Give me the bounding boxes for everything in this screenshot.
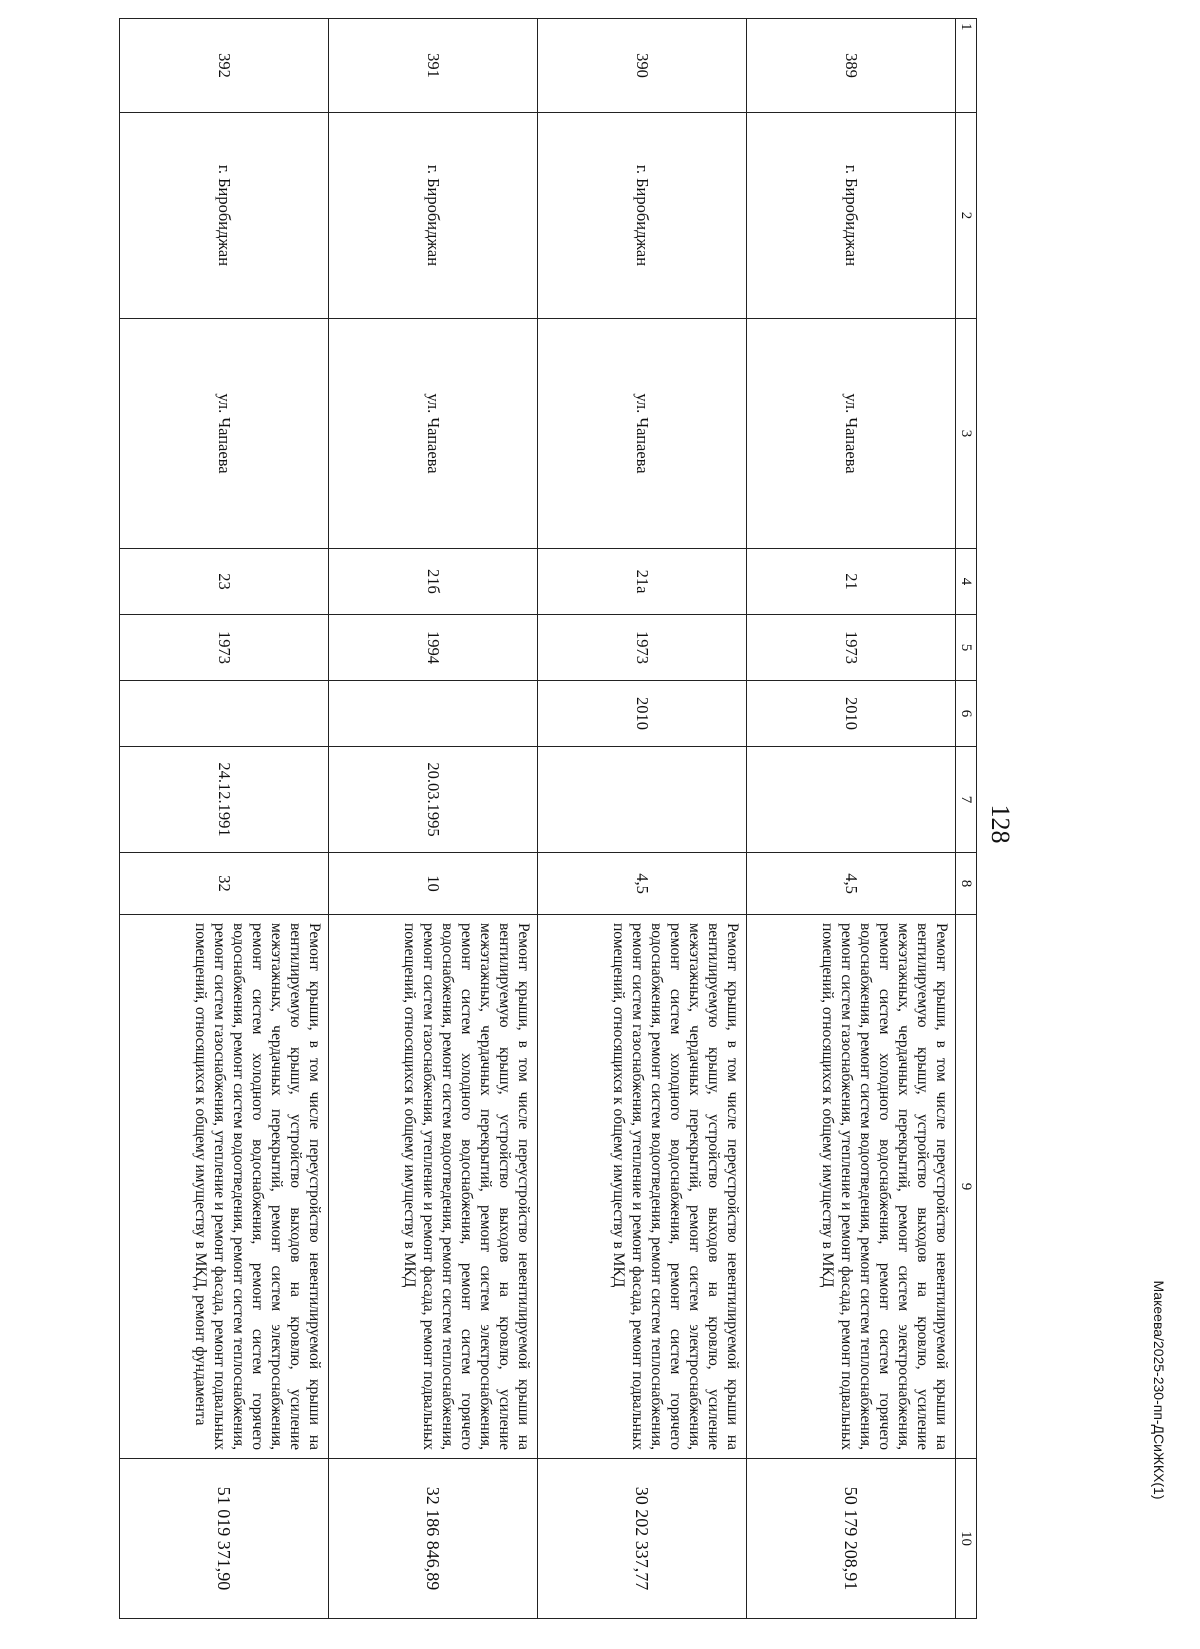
column-header-5: 5 (956, 615, 977, 681)
page-number: 128 (986, 804, 1015, 844)
works-description-cell: Ремонт крыши, в том числе переустройство невентилируемой крыши на вентилируемую крышу, устройство выходов на кровлю, усиление межэтажных, чердачных перекрытий, ремонт систем электроснабжения, ремонт систем холодного водоснабжения, ремонт систем горячего водоснабжения, ремонт систем водоотведения, ремонт систем теплоснабжения, ремонт систем газоснабжения, утепление и ремонт фасада, ремонт подвальных помещений, относящихся к общему имуществу в МКД (747, 915, 956, 1459)
value-cell: 4,5 (747, 853, 956, 915)
last-overhaul-year-cell (329, 681, 538, 747)
row-number-cell: 389 (747, 19, 956, 113)
column-header-7: 7 (956, 747, 977, 853)
house-number-cell: 23 (120, 549, 329, 615)
row-number-cell: 392 (120, 19, 329, 113)
year-built-cell: 1973 (120, 615, 329, 681)
street-cell: ул. Чапаева (538, 319, 747, 549)
city-cell: г. Биробиджан (120, 113, 329, 319)
row-number-cell: 391 (329, 19, 538, 113)
column-header-4: 4 (956, 549, 977, 615)
column-header-10: 10 (956, 1459, 977, 1619)
cost-cell: 32 186 846,89 (329, 1459, 538, 1619)
value-cell: 4,5 (538, 853, 747, 915)
rotated-page-content (120, 18, 977, 1618)
year-built-cell: 1994 (329, 615, 538, 681)
city-cell: г. Биробиджан (747, 113, 956, 319)
street-cell: ул. Чапаева (747, 319, 956, 549)
last-overhaul-year-cell: 2010 (747, 681, 956, 747)
column-header-3: 3 (956, 319, 977, 549)
last-overhaul-year-cell: 2010 (538, 681, 747, 747)
house-number-cell: 21 (747, 549, 956, 615)
date-cell (538, 747, 747, 853)
date-cell: 24.12.1991 (120, 747, 329, 853)
row-number-cell: 390 (538, 19, 747, 113)
cost-cell: 50 179 208,91 (747, 1459, 956, 1619)
column-number-header-row (956, 19, 977, 1619)
column-header-8: 8 (956, 853, 977, 915)
city-cell: г. Биробиджан (329, 113, 538, 319)
cost-cell: 30 202 337,77 (538, 1459, 747, 1619)
column-header-2: 2 (956, 113, 977, 319)
works-description-cell: Ремонт крыши, в том числе переустройство невентилируемой крыши на вентилируемую крышу, устройство выходов на кровлю, усиление межэтажных, чердачных перекрытий, ремонт систем электроснабжения, ремонт систем холодного водоснабжения, ремонт систем горячего водоснабжения, ремонт систем водоотведения, ремонт систем теплоснабжения, ремонт систем газоснабжения, утепление и ремонт фасада, ремонт подвальных помещений, относящихся к общему имуществу в МКД (329, 915, 538, 1459)
works-description-cell: Ремонт крыши, в том числе переустройство невентилируемой крыши на вентилируемую крышу, устройство выходов на кровлю, усиление межэтажных, чердачных перекрытий, ремонт систем электроснабжения, ремонт систем холодного водоснабжения, ремонт систем горячего водоснабжения, ремонт систем водоотведения, ремонт систем теплоснабжения, ремонт систем газоснабжения, утепление и ремонт фасада, ремонт подвальных помещений, относящихся к общему имуществу в МКД (538, 915, 747, 1459)
column-header-6: 6 (956, 681, 977, 747)
table-row (747, 19, 956, 1619)
column-header-1: 1 (956, 19, 977, 113)
last-overhaul-year-cell (120, 681, 329, 747)
year-built-cell: 1973 (538, 615, 747, 681)
cost-cell: 51 019 371,90 (120, 1459, 329, 1619)
street-cell: ул. Чапаева (120, 319, 329, 549)
house-number-cell: 21а (538, 549, 747, 615)
table-row (120, 19, 329, 1619)
street-cell: ул. Чапаева (329, 319, 538, 549)
housing-register-table (119, 18, 977, 1619)
date-cell: 20.03.1995 (329, 747, 538, 853)
table-row (329, 19, 538, 1619)
city-cell: г. Биробиджан (538, 113, 747, 319)
table-row (538, 19, 747, 1619)
value-cell: 32 (120, 853, 329, 915)
date-cell (747, 747, 956, 853)
value-cell: 10 (329, 853, 538, 915)
house-number-cell: 21б (329, 549, 538, 615)
document-footer: Макеева/2025-230-пп-ДСиЖКХ(1) (1151, 1280, 1167, 1500)
year-built-cell: 1973 (747, 615, 956, 681)
works-description-cell: Ремонт крыши, в том числе переустройство невентилируемой крыши на вентилируемую крышу, устройство выходов на кровлю, усиление межэтажных, чердачных перекрытий, ремонт систем электроснабжения, ремонт систем холодного водоснабжения, ремонт систем горячего водоснабжения, ремонт систем водоотведения, ремонт систем теплоснабжения, ремонт систем газоснабжения, утепление и ремонт фасада, ремонт подвальных помещений, относящихся к общему имуществу в МКД, ремонт фундамента (120, 915, 329, 1459)
column-header-9: 9 (956, 915, 977, 1459)
